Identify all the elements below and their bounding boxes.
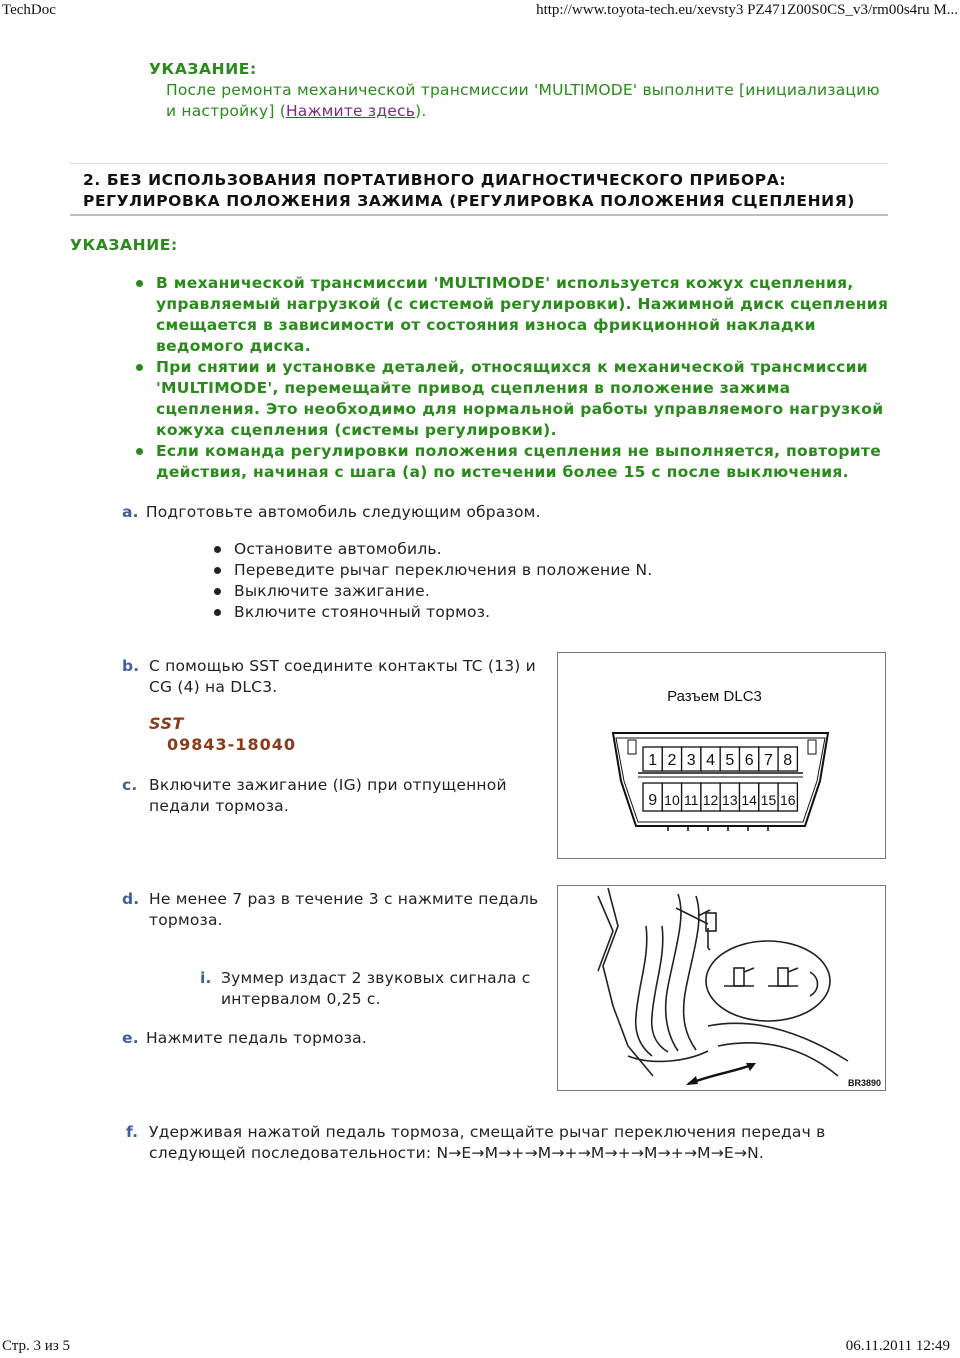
- step-d-letter: d.: [122, 890, 140, 908]
- note2-title: УКАЗАНИЕ:: [70, 236, 178, 254]
- pin-number: 2: [667, 752, 677, 769]
- pin-number: 6: [744, 752, 754, 769]
- dlc3-top-pins: [643, 747, 797, 771]
- pin-number: 4: [706, 752, 716, 769]
- step-e-text: Нажмите педаль тормоза.: [145, 1029, 367, 1047]
- pin-number: 14: [741, 792, 757, 808]
- step-f-text: Удерживая нажатой педаль тормоза, смещайте рычаг переключения передач в следующей последовательности: N→E→M→+→M→+→M→+→M→+→M→E→N.: [149, 1123, 826, 1162]
- step-a: [122, 502, 541, 523]
- footer-datetime: 06.11.2011 12:49: [845, 1338, 950, 1354]
- step-e: [122, 1028, 367, 1049]
- sst-label: SST: [149, 714, 184, 733]
- dlc3-title: Разъем DLC3: [667, 688, 762, 705]
- footer-page: Стр. 3 из 5: [2, 1338, 70, 1354]
- step-a-letter: a.: [122, 503, 139, 521]
- brake-pedal-illustration: [558, 886, 885, 1090]
- step-a-bullet-item: Переведите рычаг переключения в положение N.: [214, 560, 714, 581]
- pin-number: 12: [702, 792, 719, 808]
- step-c-text: Включите зажигание (IG) при отпущенной педали тормоза.: [149, 776, 507, 815]
- note-text: [166, 80, 891, 122]
- figure-code: BR3890: [847, 1078, 881, 1088]
- brake-pedal-figure: [557, 885, 886, 1091]
- pin-number: 3: [686, 752, 696, 769]
- step-c-letter: c.: [122, 776, 138, 794]
- step-d-i-letter: i.: [200, 969, 212, 987]
- step-d-text: Не менее 7 раз в течение 3 с нажмите педаль тормоза.: [149, 890, 539, 929]
- note-bullet-item: Если команда регулировки положения сцепления не выполняется, повторите действия, начиная с шага (a) по истечении более 15 с после выключения.: [136, 441, 896, 483]
- note-bullet-item: В механической трансмиссии 'MULTIMODE' используется кожух сцепления, управляемый нагрузкой (с системой регулировки). Нажимной диск сцепления смещается в зависимости от состояния износа фрикционной накладки ведомого диска.: [136, 273, 896, 357]
- pin-number: 7: [763, 752, 773, 769]
- step-a-text: Подготовьте автомобиль следующим образом.: [145, 503, 541, 521]
- pin-number: 15: [760, 792, 777, 808]
- click-here-link[interactable]: Нажмите здесь: [285, 102, 416, 120]
- step-d-i-text: Зуммер издаст 2 звуковых сигнала с интервалом 0,25 с.: [221, 969, 531, 1008]
- pin-number: 1: [648, 752, 658, 769]
- header-left: TechDoc: [2, 2, 56, 18]
- pin-number: 9: [648, 792, 658, 809]
- note-bullet-item: При снятии и установке деталей, относящихся к механической трансмиссии 'MULTIMODE', перемещайте привод сцепления в положение зажима сцепления. Это необходимо для нормальной работы управляемого нагрузкой кожуха сцепления (системы регулировки).: [136, 357, 896, 441]
- step-a-bullet-item: Остановите автомобиль.: [214, 539, 714, 560]
- header-url: http://www.toyota-tech.eu/xevsty3 PZ471Z00S0CS_v3/rm00s4ru M...: [536, 2, 958, 18]
- note2-list: [136, 273, 896, 483]
- step-d-i: [200, 968, 540, 1010]
- note-title: УКАЗАНИЕ:: [149, 60, 257, 78]
- step-a-bullet-item: Включите стояночный тормоз.: [214, 602, 714, 623]
- pin-number: 13: [722, 792, 738, 808]
- step-a-bullet-item: Выключите зажигание.: [214, 581, 714, 602]
- pin-number: 5: [725, 752, 735, 769]
- dlc3-figure: [557, 652, 886, 859]
- pin-number: 8: [783, 752, 793, 769]
- dlc3-bottom-pins: [643, 783, 797, 811]
- note-text-before: После ремонта механической трансмиссии 'MULTIMODE' выполните [инициализацию и настройку] (: [166, 81, 880, 120]
- pin-number: 10: [664, 792, 680, 808]
- step-d: [122, 889, 547, 931]
- sst-code: 09843-18040: [167, 735, 296, 754]
- step-e-letter: e.: [122, 1029, 139, 1047]
- pin-number: 16: [779, 792, 796, 808]
- step-b: [122, 656, 547, 698]
- step-b-letter: b.: [122, 657, 140, 675]
- step-b-text: С помощью SST соедините контакты TC (13) и CG (4) на DLC3.: [149, 657, 536, 696]
- note-text-after: ).: [415, 102, 427, 120]
- step-c: [122, 775, 547, 817]
- step-a-list: [214, 539, 714, 623]
- section-title: 2. БЕЗ ИСПОЛЬЗОВАНИЯ ПОРТАТИВНОГО ДИАГНОСТИЧЕСКОГО ПРИБОРА: РЕГУЛИРОВКА ПОЛОЖЕНИЯ ЗАЖИМА (РЕГУЛИРОВКА ПОЛОЖЕНИЯ СЦЕПЛЕНИЯ): [83, 171, 855, 210]
- step-f: [122, 1122, 842, 1164]
- step-f-letter: f.: [126, 1123, 139, 1141]
- pin-number: 11: [683, 792, 699, 808]
- dlc3-connector-diagram: [558, 653, 885, 858]
